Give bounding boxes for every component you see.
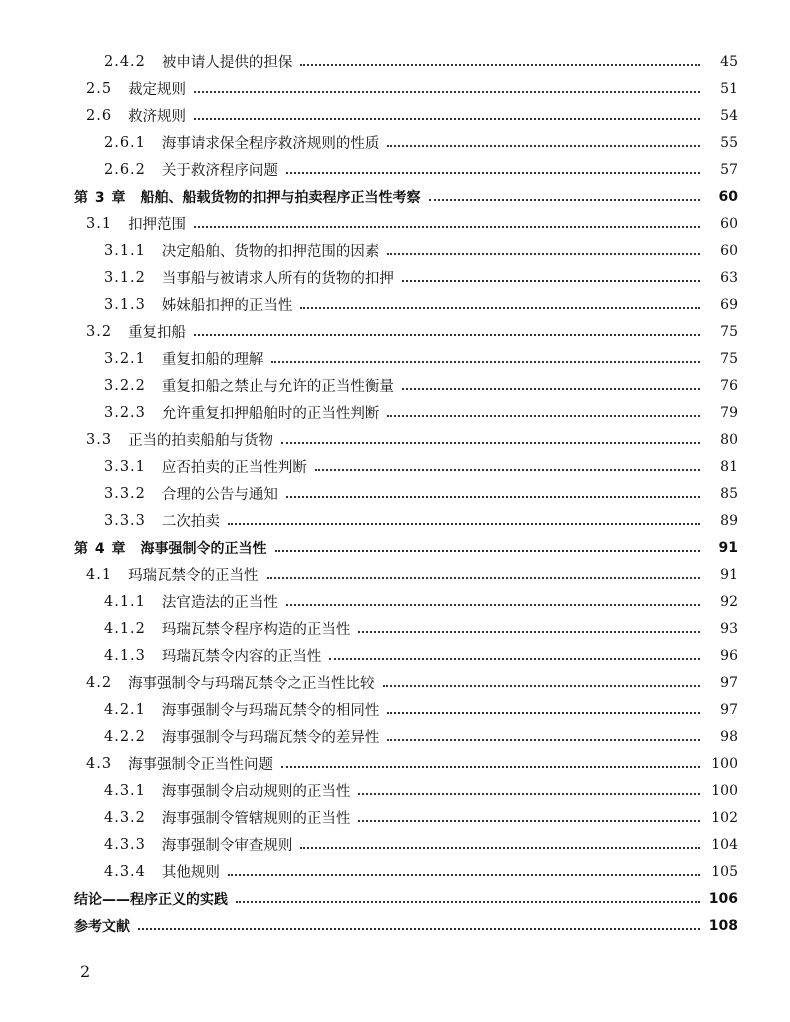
dot-leader xyxy=(387,739,700,741)
toc-entry-number: 4.1.3 xyxy=(104,647,146,664)
toc-entry-number: 3.1 xyxy=(86,215,113,232)
toc-entry-title: 当事船与被请求人所有的货物的扣押 xyxy=(161,271,394,287)
toc-entry xyxy=(0,615,790,642)
toc-entry-number: 4.3.3 xyxy=(104,836,146,853)
toc-entry-page: 75 xyxy=(720,350,738,367)
toc-entry-title: 结论——程序正义的实践 xyxy=(74,891,228,908)
toc-entry xyxy=(0,426,790,453)
toc-entry-number: 3.2.2 xyxy=(104,377,146,394)
toc-entry xyxy=(0,210,790,237)
dot-leader xyxy=(194,334,700,336)
toc-entry-title: 海事强制令的正当性 xyxy=(140,540,267,557)
dot-leader xyxy=(236,901,700,903)
toc-entry-title: 玛瑞瓦禁令程序构造的正当性 xyxy=(161,622,351,638)
toc-entry xyxy=(0,345,790,372)
toc-entry-title: 船舶、船载货物的扣押与拍卖程序正当性考察 xyxy=(140,189,421,206)
toc-entry xyxy=(0,75,790,102)
toc-entry-title: 姊妹船扣押的正当性 xyxy=(161,298,293,314)
toc-entry-page: 106 xyxy=(708,890,738,907)
toc-entry-number: 3.3.2 xyxy=(104,485,146,502)
toc-entry-title: 玛瑞瓦禁令的正当性 xyxy=(128,568,259,584)
toc-entry-page: 105 xyxy=(711,863,738,880)
toc-entry xyxy=(0,669,790,696)
dot-leader xyxy=(383,685,700,687)
toc-entry-number: 3.2.3 xyxy=(104,404,146,421)
dot-leader xyxy=(138,928,700,930)
toc-entry xyxy=(0,399,790,426)
toc-entry-page: 80 xyxy=(720,431,738,448)
toc-entry-page: 81 xyxy=(720,458,738,475)
toc-entry xyxy=(0,48,790,75)
toc-entry-number: 4.3.2 xyxy=(104,809,146,826)
dot-leader xyxy=(402,388,700,390)
dot-leader xyxy=(281,766,700,768)
toc-entry-page: 63 xyxy=(720,269,738,286)
toc-entry-title: 重复扣船的理解 xyxy=(161,352,264,368)
toc-entry-title: 救济规则 xyxy=(128,109,187,125)
dot-leader xyxy=(275,550,701,552)
dot-leader xyxy=(267,577,700,579)
toc-entry-title: 海事强制令与玛瑞瓦禁令的差异性 xyxy=(161,730,380,746)
toc-entry-title: 海事强制令管辖规则的正当性 xyxy=(161,811,351,827)
dot-leader xyxy=(286,604,700,606)
toc-entry-number: 3.3.3 xyxy=(104,512,146,529)
toc-entry-title: 海事请求保全程序救济规则的性质 xyxy=(161,136,380,152)
dot-leader xyxy=(228,523,700,525)
toc-entry-number: 2.6.2 xyxy=(104,161,146,178)
toc-entry-number: 4.2.2 xyxy=(104,728,146,745)
dot-leader xyxy=(387,145,700,147)
toc-entry-title: 参考文献 xyxy=(74,918,130,935)
toc-entry-number: 第 3 章 xyxy=(74,189,127,206)
toc-entry-page: 57 xyxy=(720,161,738,178)
toc-entry-title: 决定船舶、货物的扣押范围的因素 xyxy=(161,244,380,260)
dot-leader xyxy=(300,64,700,66)
toc-entry-page: 91 xyxy=(720,566,738,583)
toc-entry-number: 4.3 xyxy=(86,755,113,772)
table-of-contents xyxy=(0,48,790,939)
toc-entry-page: 100 xyxy=(711,755,738,772)
dot-leader xyxy=(286,496,700,498)
dot-leader xyxy=(286,172,700,174)
toc-entry-number: 3.3.1 xyxy=(104,458,146,475)
toc-entry-title: 二次拍卖 xyxy=(161,514,220,530)
toc-entry-page: 96 xyxy=(720,647,738,664)
toc-entry-number: 4.3.1 xyxy=(104,782,146,799)
toc-entry-page: 100 xyxy=(711,782,738,799)
toc-entry xyxy=(0,318,790,345)
toc-entry-number: 4.2.1 xyxy=(104,701,146,718)
toc-entry-page: 93 xyxy=(720,620,738,637)
toc-entry-title: 重复扣船之禁止与允许的正当性衡量 xyxy=(161,379,394,395)
toc-entry-number: 3.2.1 xyxy=(104,350,146,367)
toc-entry-page: 89 xyxy=(720,512,738,529)
toc-entry-number: 4.1 xyxy=(86,566,113,583)
toc-entry-title: 裁定规则 xyxy=(128,82,187,98)
dot-leader xyxy=(402,280,700,282)
toc-entry-title: 重复扣船 xyxy=(128,325,187,341)
toc-entry xyxy=(0,534,790,561)
toc-entry-page: 104 xyxy=(711,836,738,853)
toc-entry-title: 正当的拍卖船舶与货物 xyxy=(128,433,274,449)
dot-leader xyxy=(358,631,700,633)
toc-entry-page: 92 xyxy=(720,593,738,610)
toc-entry-title: 允许重复扣押船舶时的正当性判断 xyxy=(161,406,380,422)
dot-leader xyxy=(429,199,701,201)
toc-entry-page: 55 xyxy=(720,134,738,151)
toc-entry-title: 海事强制令正当性问题 xyxy=(128,757,274,773)
dot-leader xyxy=(358,820,700,822)
dot-leader xyxy=(194,226,700,228)
dot-leader xyxy=(194,91,700,93)
toc-entry xyxy=(0,102,790,129)
toc-entry-page: 60 xyxy=(720,215,738,232)
toc-entry xyxy=(0,723,790,750)
toc-entry-number: 4.2 xyxy=(86,674,113,691)
toc-entry-page: 91 xyxy=(718,539,738,556)
toc-entry xyxy=(0,453,790,480)
toc-entry xyxy=(0,804,790,831)
toc-entry xyxy=(0,642,790,669)
toc-entry-page: 75 xyxy=(720,323,738,340)
toc-entry xyxy=(0,183,790,210)
toc-entry xyxy=(0,237,790,264)
toc-entry-page: 79 xyxy=(720,404,738,421)
toc-entry-number: 第 4 章 xyxy=(74,540,127,557)
dot-leader xyxy=(194,118,700,120)
toc-entry xyxy=(0,264,790,291)
toc-entry-title: 法官造法的正当性 xyxy=(161,595,278,611)
toc-entry-number: 2.4.2 xyxy=(104,53,146,70)
toc-entry-title: 被申请人提供的担保 xyxy=(161,55,293,71)
toc-entry-title: 海事强制令与玛瑞瓦禁令的相同性 xyxy=(161,703,380,719)
toc-entry-number: 4.3.4 xyxy=(104,863,146,880)
toc-entry-page: 97 xyxy=(720,674,738,691)
toc-entry xyxy=(0,588,790,615)
toc-entry xyxy=(0,831,790,858)
toc-entry xyxy=(0,129,790,156)
toc-entry xyxy=(0,480,790,507)
toc-entry-number: 3.1.2 xyxy=(104,269,146,286)
dot-leader xyxy=(387,253,700,255)
dot-leader xyxy=(281,442,700,444)
toc-entry xyxy=(0,507,790,534)
toc-entry-title: 海事强制令审查规则 xyxy=(161,838,293,854)
toc-entry-title: 合理的公告与通知 xyxy=(161,487,278,503)
dot-leader xyxy=(358,793,700,795)
toc-entry-title: 应否拍卖的正当性判断 xyxy=(161,460,307,476)
toc-entry-page: 108 xyxy=(708,917,738,934)
toc-entry xyxy=(0,156,790,183)
toc-entry-title: 关于救济程序问题 xyxy=(161,163,278,179)
dot-leader xyxy=(315,469,700,471)
toc-entry-page: 76 xyxy=(720,377,738,394)
toc-entry-page: 102 xyxy=(711,809,738,826)
toc-entry-title: 其他规则 xyxy=(161,865,220,881)
toc-entry-number: 3.1.3 xyxy=(104,296,146,313)
toc-entry-page: 85 xyxy=(720,485,738,502)
dot-leader xyxy=(329,658,700,660)
toc-entry-page: 98 xyxy=(720,728,738,745)
toc-entry xyxy=(0,885,790,912)
toc-entry-number: 3.3 xyxy=(86,431,113,448)
toc-entry-title: 扣押范围 xyxy=(128,217,187,233)
toc-entry-title: 海事强制令与玛瑞瓦禁令之正当性比较 xyxy=(128,676,375,692)
toc-entry-page: 97 xyxy=(720,701,738,718)
toc-entry-number: 2.5 xyxy=(86,80,113,97)
toc-entry-number: 3.2 xyxy=(86,323,113,340)
toc-entry-page: 69 xyxy=(720,296,738,313)
toc-entry xyxy=(0,696,790,723)
toc-entry-page: 51 xyxy=(720,80,738,97)
toc-entry xyxy=(0,777,790,804)
dot-leader xyxy=(300,307,700,309)
toc-entry xyxy=(0,561,790,588)
dot-leader xyxy=(228,874,700,876)
toc-entry-page: 45 xyxy=(720,53,738,70)
toc-entry-page: 60 xyxy=(718,188,738,205)
toc-entry-number: 2.6 xyxy=(86,107,113,124)
toc-entry-page: 54 xyxy=(720,107,738,124)
toc-entry-number: 4.1.1 xyxy=(104,593,146,610)
toc-entry-number: 4.1.2 xyxy=(104,620,146,637)
toc-entry-page: 60 xyxy=(720,242,738,259)
toc-entry xyxy=(0,858,790,885)
page-number: 2 xyxy=(80,962,91,981)
dot-leader xyxy=(387,415,700,417)
toc-entry xyxy=(0,372,790,399)
toc-entry-number: 2.6.1 xyxy=(104,134,146,151)
dot-leader xyxy=(300,847,700,849)
toc-entry-title: 玛瑞瓦禁令内容的正当性 xyxy=(161,649,322,665)
toc-entry-title: 海事强制令启动规则的正当性 xyxy=(161,784,351,800)
toc-entry xyxy=(0,291,790,318)
toc-entry xyxy=(0,912,790,939)
dot-leader xyxy=(271,361,700,363)
dot-leader xyxy=(387,712,700,714)
toc-entry xyxy=(0,750,790,777)
toc-entry-number: 3.1.1 xyxy=(104,242,146,259)
